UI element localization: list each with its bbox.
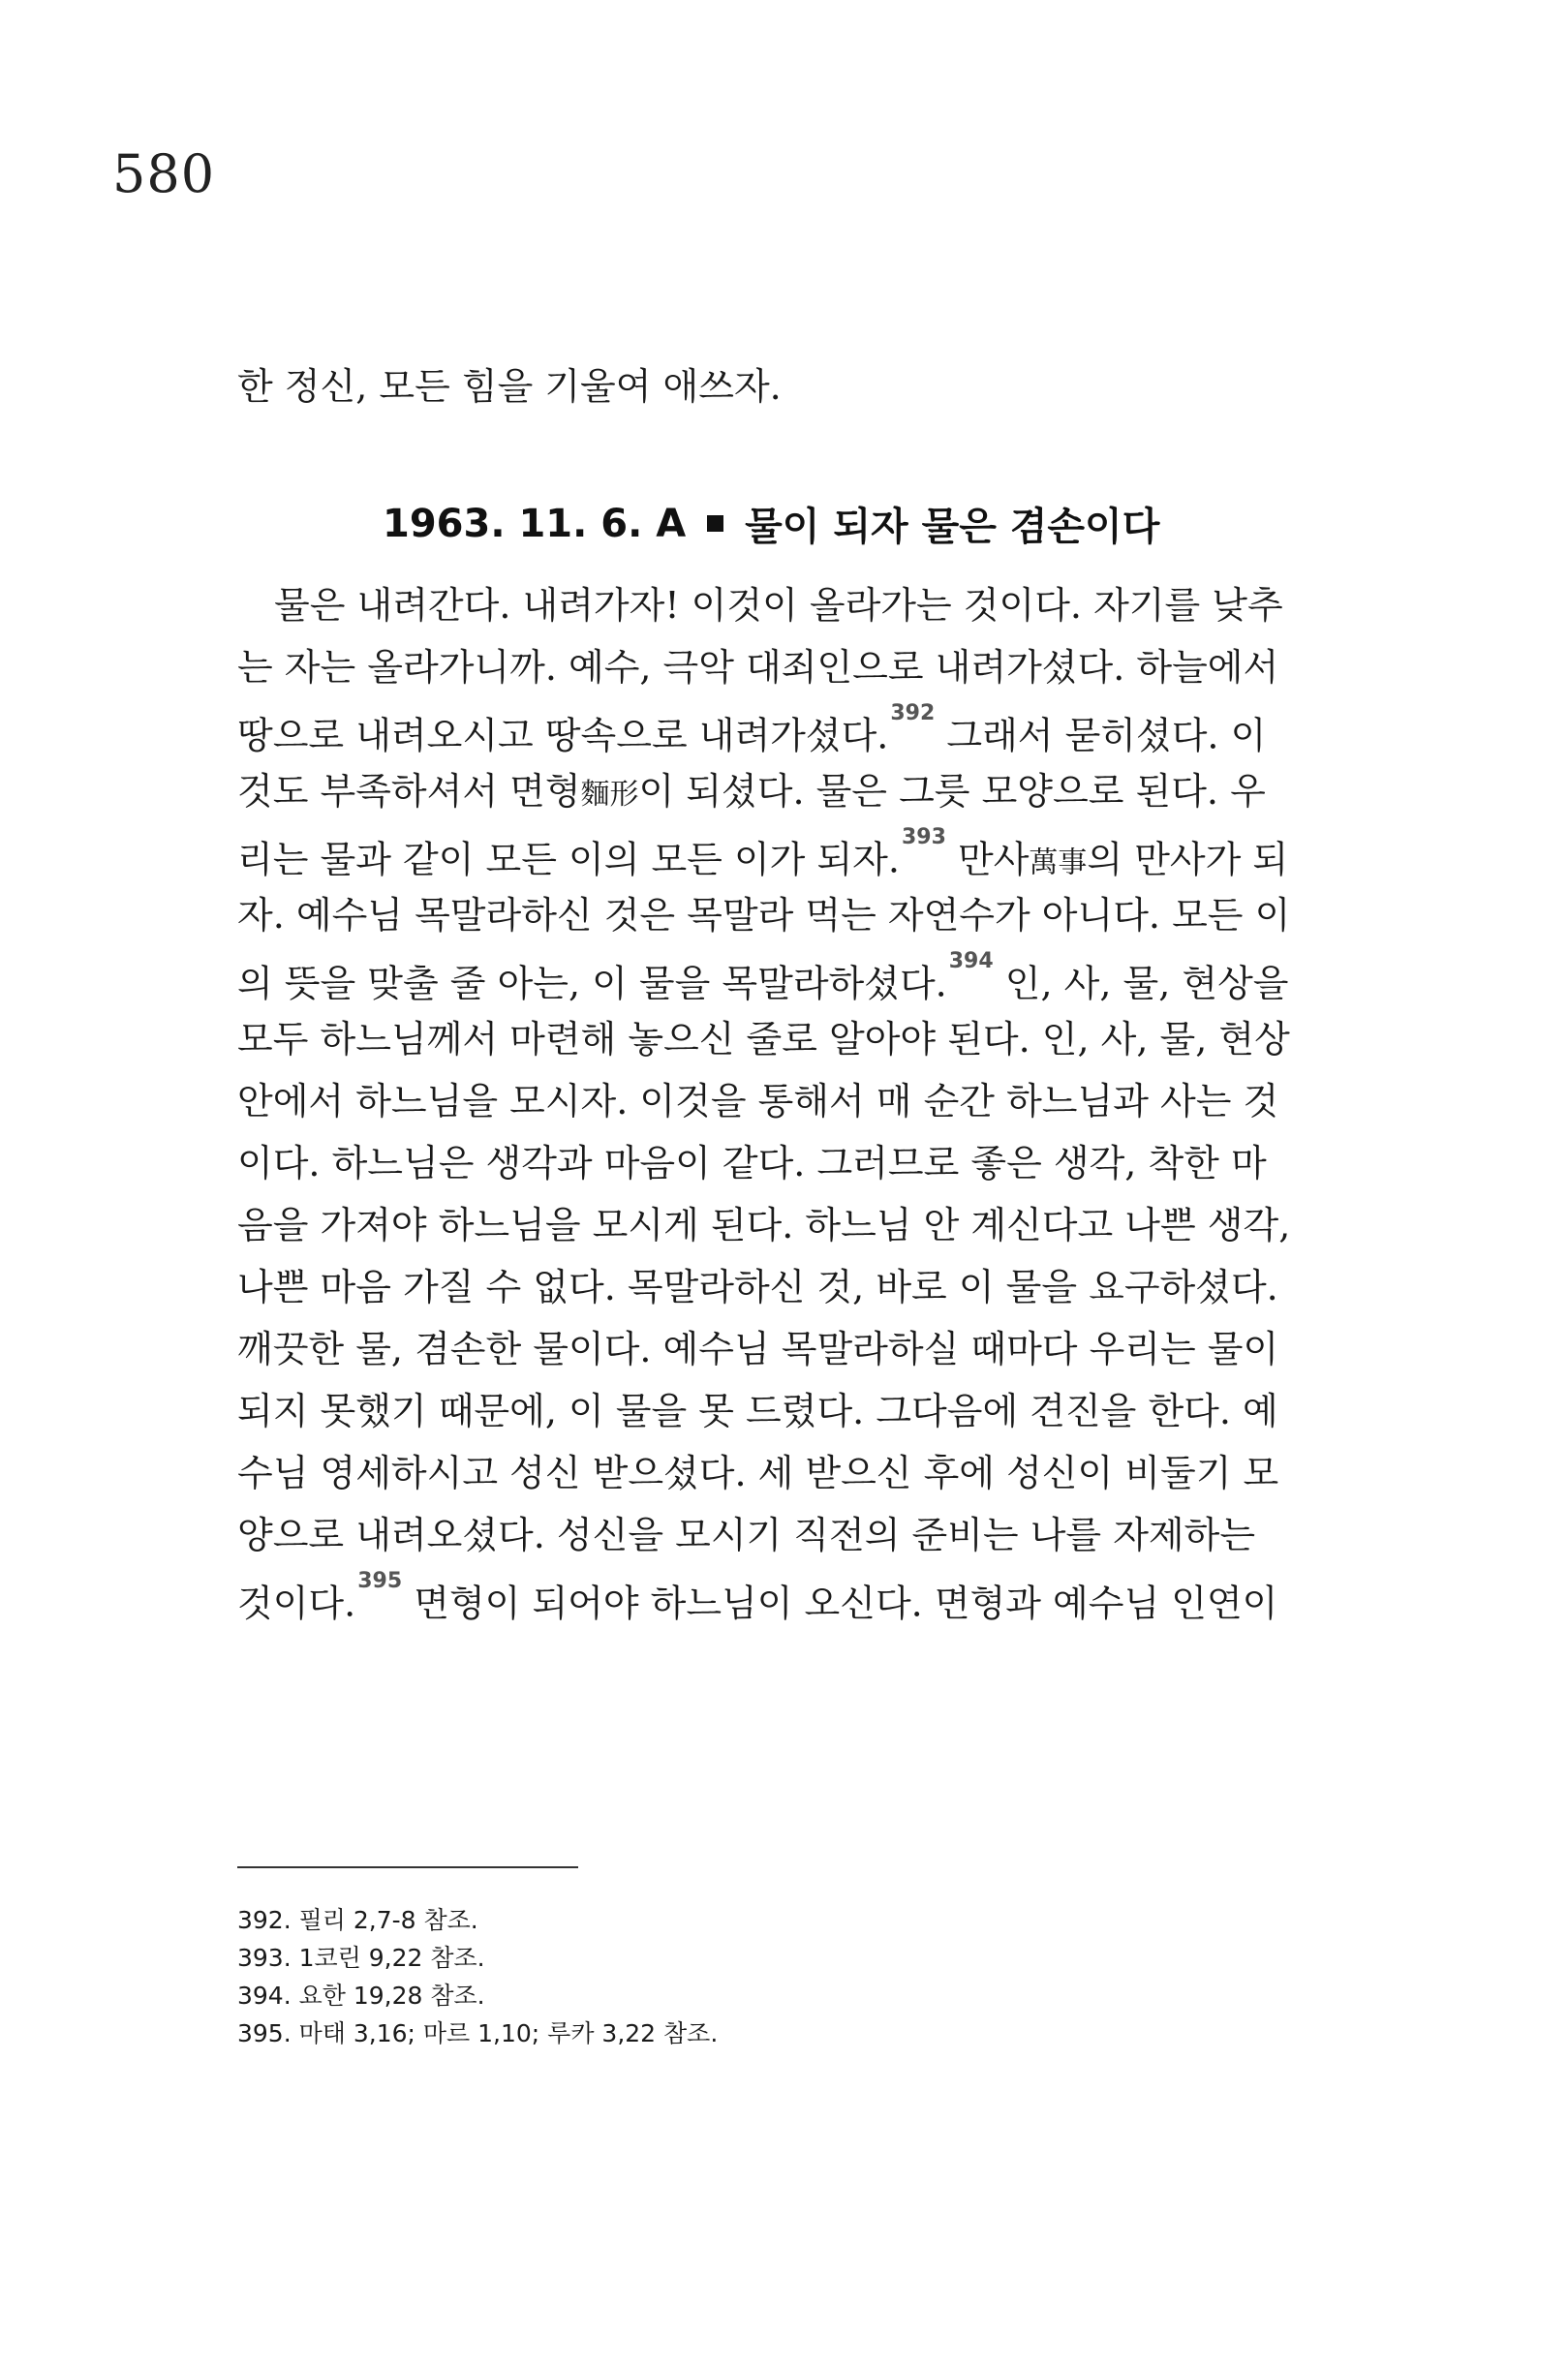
footnote-ref-393[interactable]: 393 [901,825,946,849]
footnote-392: 392. 필리 2,7-8 참조. [237,1906,478,1934]
body-line: 이다. 하느님은 생각과 마음이 같다. 그러므로 좋은 생각, 착한 마 [237,1142,1267,1184]
footnote-ref-395[interactable]: 395 [357,1569,403,1593]
body-text-run: 면형이 되어야 하느님이 오신다. 면형과 예수님 인연이 [402,1582,1278,1625]
hanja-mansa: 萬事 [1029,846,1088,880]
body-line: 물은 내려간다. 내려가자! 이것이 올라가는 것이다. 자기를 낮추 [274,584,1283,627]
body-text [237,574,1320,1628]
section-title: 물이 되자 물은 겸손이다 [745,505,1160,549]
section-heading [383,496,1159,551]
square-bullet-icon [707,515,723,532]
footnote-ref-392[interactable]: 392 [890,701,936,725]
body-line: 양으로 내려오셨다. 성신을 모시기 직전의 준비는 나를 자제하는 [237,1514,1256,1556]
body-line [237,946,1320,1008]
body-line: 음을 가져야 하느님을 모시게 된다. 하느님 안 계신다고 나쁜 생각, [237,1204,1291,1246]
body-line: 모두 하느님께서 마련해 놓으신 줄로 알아야 된다. 인, 사, 물, 현상 [237,1018,1290,1061]
body-line [237,698,1320,760]
footnote-divider [237,1866,578,1868]
body-line: 되지 못했기 때문에, 이 물을 못 드렸다. 그다음에 견진을 한다. 예 [237,1390,1278,1432]
body-text-run: 의 만사가 되 [1087,838,1289,881]
body-line: 안에서 하느님을 모시자. 이것을 통해서 매 순간 하느님과 사는 것 [237,1080,1279,1122]
body-text-run: 의 뜻을 맞출 줄 아는, 이 물을 목말라하셨다. [237,962,947,1005]
body-text-run: 이 되셨다. 물은 그릇 모양으로 된다. 우 [638,770,1266,813]
body-text-run: 땅으로 내려오시고 땅속으로 내려가셨다. [237,714,889,757]
body-text-run: 만사 [945,838,1030,881]
body-line: 는 자는 올라가니까. 예수, 극악 대죄인으로 내려가셨다. 하늘에서 [237,646,1279,689]
body-text-run: 그래서 묻히셨다. 이 [935,714,1267,757]
body-text-run: 인, 사, 물, 현상을 [993,962,1289,1005]
body-line: 자. 예수님 목말라하신 것은 목말라 먹는 자연수가 아니다. 모든 이 [237,894,1291,937]
continued-paragraph: 한 정신, 모든 힘을 기울여 애쓰자. [237,365,782,408]
footnotes [237,1901,718,2052]
footnote-393: 393. 1코린 9,22 참조. [237,1944,485,1972]
footnote-395: 395. 마태 3,16; 마르 1,10; 루카 3,22 참조. [237,2019,719,2047]
body-line: 수님 영세하시고 성신 받으셨다. 세 받으신 후에 성신이 비둘기 모 [237,1452,1279,1494]
body-text-run: 리는 물과 같이 모든 이의 모든 이가 되자. [237,838,900,881]
entry-date: 1963. 11. 6. A [383,501,687,546]
hanja-myeonhyeong: 麵形 [580,778,639,812]
footnote-ref-394[interactable]: 394 [948,949,994,973]
body-line [237,760,1320,822]
body-line [237,1566,1320,1628]
body-line [237,822,1320,884]
body-text-run: 것도 부족하셔서 면형 [237,770,581,813]
body-text-run: 것이다. [237,1582,356,1625]
body-line: 나쁜 마음 가질 수 없다. 목말라하신 것, 바로 이 물을 요구하셨다. [237,1266,1278,1308]
body-line: 깨끗한 물, 겸손한 물이다. 예수님 목말라하실 때마다 우리는 물이 [237,1328,1279,1370]
footnote-394: 394. 요한 19,28 참조. [237,1982,485,2010]
page-number: 580 [112,143,216,204]
